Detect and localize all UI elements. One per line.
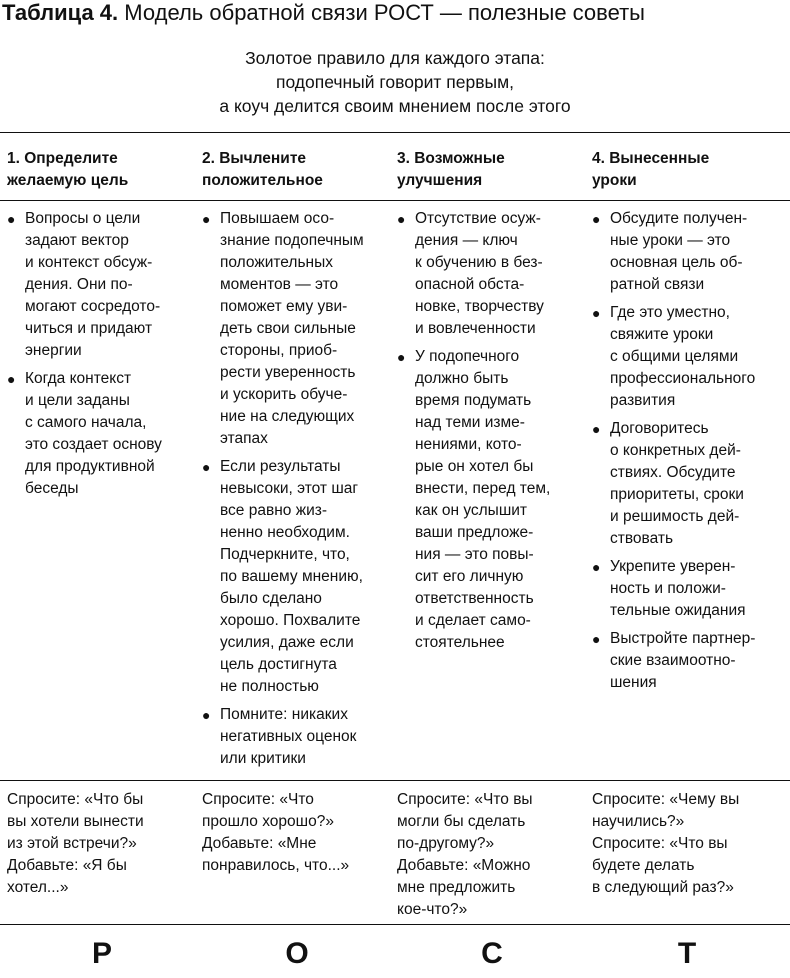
table-number: Таблица 4. bbox=[2, 0, 119, 25]
bullet-line: ние на следующих bbox=[220, 408, 355, 425]
divider-top bbox=[0, 132, 790, 133]
bullet-line: приоритеты, сроки bbox=[610, 486, 744, 503]
bullet-line: не полностью bbox=[220, 678, 319, 695]
bullet-line: к обучению в без- bbox=[415, 254, 543, 271]
bullet-line: задают вектор bbox=[25, 232, 129, 249]
bullet-line: Обсудите получен- bbox=[610, 210, 748, 227]
bullet-item bbox=[592, 418, 782, 550]
column-bullets-1 bbox=[7, 208, 197, 506]
bullet-line: ствиях. Обсудите bbox=[610, 464, 736, 481]
question-line: научились?» bbox=[592, 813, 685, 830]
bullet-line: с общими целями bbox=[610, 348, 739, 365]
bullet-line: Помните: никаких bbox=[220, 706, 348, 723]
divider-letters bbox=[0, 924, 790, 925]
bullet-line: для продуктивной bbox=[25, 458, 155, 475]
bullet-icon: ● bbox=[592, 559, 601, 575]
bullet-line: Подчеркните, что, bbox=[220, 546, 350, 563]
column-heading-1 bbox=[7, 148, 197, 192]
bullet-line: Повышаем осо- bbox=[220, 210, 335, 227]
heading-line: положительное bbox=[202, 172, 323, 189]
question-line: кое-что?» bbox=[397, 901, 468, 918]
bullet-line: цель достигнута bbox=[220, 656, 337, 673]
bullet-item bbox=[592, 556, 782, 622]
question-line: прошло хорошо?» bbox=[202, 813, 334, 830]
question-line: Спросите: «Чему вы bbox=[592, 791, 740, 808]
bullet-line: и цели заданы bbox=[25, 392, 130, 409]
bullet-line: могают сосредото- bbox=[25, 298, 161, 315]
bullet-line: и сделает само- bbox=[415, 612, 531, 629]
divider-header bbox=[0, 200, 790, 201]
bullet-line: деть свои сильные bbox=[220, 320, 356, 337]
heading-line: уроки bbox=[592, 172, 637, 189]
bullet-item bbox=[397, 208, 587, 340]
bullet-line: профессионального bbox=[610, 370, 756, 387]
bullet-icon: ● bbox=[397, 349, 406, 365]
bullet-line: Вопросы о цели bbox=[25, 210, 141, 227]
column-questions-2 bbox=[202, 789, 392, 877]
heading-line: желаемую цель bbox=[7, 172, 129, 189]
question-line: Спросите: «Что bbox=[202, 791, 314, 808]
question-line: Спросите: «Что бы bbox=[7, 791, 144, 808]
bullet-line: Когда контекст bbox=[25, 370, 132, 387]
question-line: в следующий раз?» bbox=[592, 879, 734, 896]
bullet-line: развития bbox=[610, 392, 676, 409]
question-line: мне предложить bbox=[397, 879, 516, 896]
bullet-icon: ● bbox=[592, 211, 601, 227]
bullet-line: основная цель об- bbox=[610, 254, 743, 271]
bullet-line: как он услышит bbox=[415, 502, 528, 519]
bullet-line: Если результаты bbox=[220, 458, 341, 475]
bullet-line: о конкретных дей- bbox=[610, 442, 741, 459]
bullet-icon: ● bbox=[202, 707, 211, 723]
bullet-line: положительных bbox=[220, 254, 333, 271]
heading-line: 1. Определите bbox=[7, 150, 118, 167]
column-letter-4: Т bbox=[677, 937, 697, 970]
bullet-icon: ● bbox=[592, 631, 601, 647]
bullet-icon: ● bbox=[202, 459, 211, 475]
bullet-line: время подумать bbox=[415, 392, 532, 409]
bullet-line: рые он хотел бы bbox=[415, 458, 534, 475]
bullet-line: У подопечного bbox=[415, 348, 520, 365]
heading-line: 2. Вычлените bbox=[202, 150, 307, 167]
bullet-line: моментов — это bbox=[220, 276, 339, 293]
bullet-line: это создает основу bbox=[25, 436, 162, 453]
bullet-line: ненно необходим. bbox=[220, 524, 350, 541]
column-questions-4 bbox=[592, 789, 782, 899]
bullet-line: дения — ключ bbox=[415, 232, 518, 249]
bullet-line: сит его личную bbox=[415, 568, 524, 585]
bullet-icon: ● bbox=[592, 305, 601, 321]
bullet-line: или критики bbox=[220, 750, 306, 767]
bullet-line: стороны, приоб- bbox=[220, 342, 338, 359]
bullet-line: тельные ожидания bbox=[610, 602, 746, 619]
heading-line: 3. Возможные bbox=[397, 150, 505, 167]
bullet-line: невысоки, этот шаг bbox=[220, 480, 359, 497]
column-bullets-2 bbox=[202, 208, 392, 776]
bullet-line: и контекст обсуж- bbox=[25, 254, 153, 271]
bullet-line: должно быть bbox=[415, 370, 509, 387]
bullet-line: поможет ему уви- bbox=[220, 298, 348, 315]
column-heading-2 bbox=[202, 148, 392, 192]
bullet-line: ские взаимоотно- bbox=[610, 652, 736, 669]
bullet-line: нениями, кото- bbox=[415, 436, 522, 453]
question-line: хотел...» bbox=[7, 879, 69, 896]
column-questions-3 bbox=[397, 789, 587, 921]
question-line: Добавьте: «Мне bbox=[202, 835, 317, 852]
table-title bbox=[2, 0, 645, 26]
bullet-line: ратной связи bbox=[610, 276, 705, 293]
bullet-item bbox=[7, 368, 197, 500]
bullet-line: по вашему мнению, bbox=[220, 568, 363, 585]
bullet-line: ность и положи- bbox=[610, 580, 726, 597]
bullet-item bbox=[202, 704, 392, 770]
bullet-line: дения. Они по- bbox=[25, 276, 133, 293]
golden-rule-line: подопечный говорит первым, bbox=[275, 72, 515, 92]
question-line: Добавьте: «Я бы bbox=[7, 857, 127, 874]
question-line: могли бы сделать bbox=[397, 813, 526, 830]
bullet-line: читься и придают bbox=[25, 320, 153, 337]
bullet-line: стоятельнее bbox=[415, 634, 505, 651]
bullet-line: над теми изме- bbox=[415, 414, 525, 431]
bullet-icon: ● bbox=[592, 421, 601, 437]
bullet-icon: ● bbox=[7, 211, 16, 227]
column-heading-3 bbox=[397, 148, 587, 192]
bullet-line: этапах bbox=[220, 430, 268, 447]
golden-rule-line: а коуч делится своим мнением после этого bbox=[219, 96, 571, 116]
bullet-line: рести уверенность bbox=[220, 364, 356, 381]
bullet-line: Выстройте партнер- bbox=[610, 630, 756, 647]
bullet-line: негативных оценок bbox=[220, 728, 357, 745]
bullet-icon: ● bbox=[202, 211, 211, 227]
bullet-item bbox=[397, 346, 587, 654]
bullet-item bbox=[202, 208, 392, 450]
bullet-line: ваши предложе- bbox=[415, 524, 534, 541]
bullet-item bbox=[592, 302, 782, 412]
column-letter-1: Р bbox=[91, 937, 112, 970]
column-questions-1 bbox=[7, 789, 197, 899]
bullet-line: шения bbox=[610, 674, 657, 691]
bullet-line: Укрепите уверен- bbox=[610, 558, 736, 575]
heading-line: 4. Вынесенные bbox=[592, 150, 710, 167]
column-bullets-4 bbox=[592, 208, 782, 700]
question-line: по-другому?» bbox=[397, 835, 495, 852]
bullet-line: все равно жиз- bbox=[220, 502, 327, 519]
bullet-line: беседы bbox=[25, 480, 79, 497]
question-line: Спросите: «Что вы bbox=[592, 835, 728, 852]
bullet-icon: ● bbox=[7, 371, 16, 387]
divider-questions bbox=[0, 780, 790, 781]
bullet-item bbox=[592, 628, 782, 694]
bullet-line: и решимость дей- bbox=[610, 508, 740, 525]
bullet-line: хорошо. Похвалите bbox=[220, 612, 361, 629]
bullet-item bbox=[202, 456, 392, 698]
bullet-line: ствовать bbox=[610, 530, 674, 547]
question-line: будете делать bbox=[592, 857, 695, 874]
bullet-line: опасной обста- bbox=[415, 276, 525, 293]
bullet-line: новке, творчеству bbox=[415, 298, 544, 315]
question-line: Добавьте: «Можно bbox=[397, 857, 531, 874]
question-line: из этой встречи?» bbox=[7, 835, 137, 852]
column-bullets-3 bbox=[397, 208, 587, 660]
question-line: вы хотели вынести bbox=[7, 813, 144, 830]
column-letter-3: С bbox=[481, 937, 503, 970]
bullet-line: с самого начала, bbox=[25, 414, 147, 431]
bullet-line: и вовлеченности bbox=[415, 320, 536, 337]
bullet-line: ния — это повы- bbox=[415, 546, 534, 563]
bullet-line: ные уроки — это bbox=[610, 232, 731, 249]
column-heading-4 bbox=[592, 148, 782, 192]
bullet-line: свяжите уроки bbox=[610, 326, 714, 343]
bullet-line: внести, перед тем, bbox=[415, 480, 551, 497]
bullet-item bbox=[7, 208, 197, 362]
golden-rule bbox=[0, 46, 790, 118]
question-line: понравилось, что...» bbox=[202, 857, 350, 874]
bullet-line: Отсутствие осуж- bbox=[415, 210, 541, 227]
table-caption: Модель обратной связи РОСТ — полезные советы bbox=[124, 0, 645, 25]
bullet-line: было сделано bbox=[220, 590, 322, 607]
bullet-item bbox=[592, 208, 782, 296]
bullet-line: и ускорить обуче- bbox=[220, 386, 348, 403]
bullet-line: Где это уместно, bbox=[610, 304, 730, 321]
heading-line: улучшения bbox=[397, 172, 483, 189]
question-line: Спросите: «Что вы bbox=[397, 791, 533, 808]
bullet-line: усилия, даже если bbox=[220, 634, 354, 651]
bullet-line: Договоритесь bbox=[610, 420, 709, 437]
bullet-line: знание подопечным bbox=[220, 232, 364, 249]
bullet-line: энергии bbox=[25, 342, 82, 359]
bullet-line: ответственность bbox=[415, 590, 534, 607]
bullet-icon: ● bbox=[397, 211, 406, 227]
column-letter-2: О bbox=[285, 937, 309, 970]
golden-rule-line: Золотое правило для каждого этапа: bbox=[245, 48, 545, 68]
